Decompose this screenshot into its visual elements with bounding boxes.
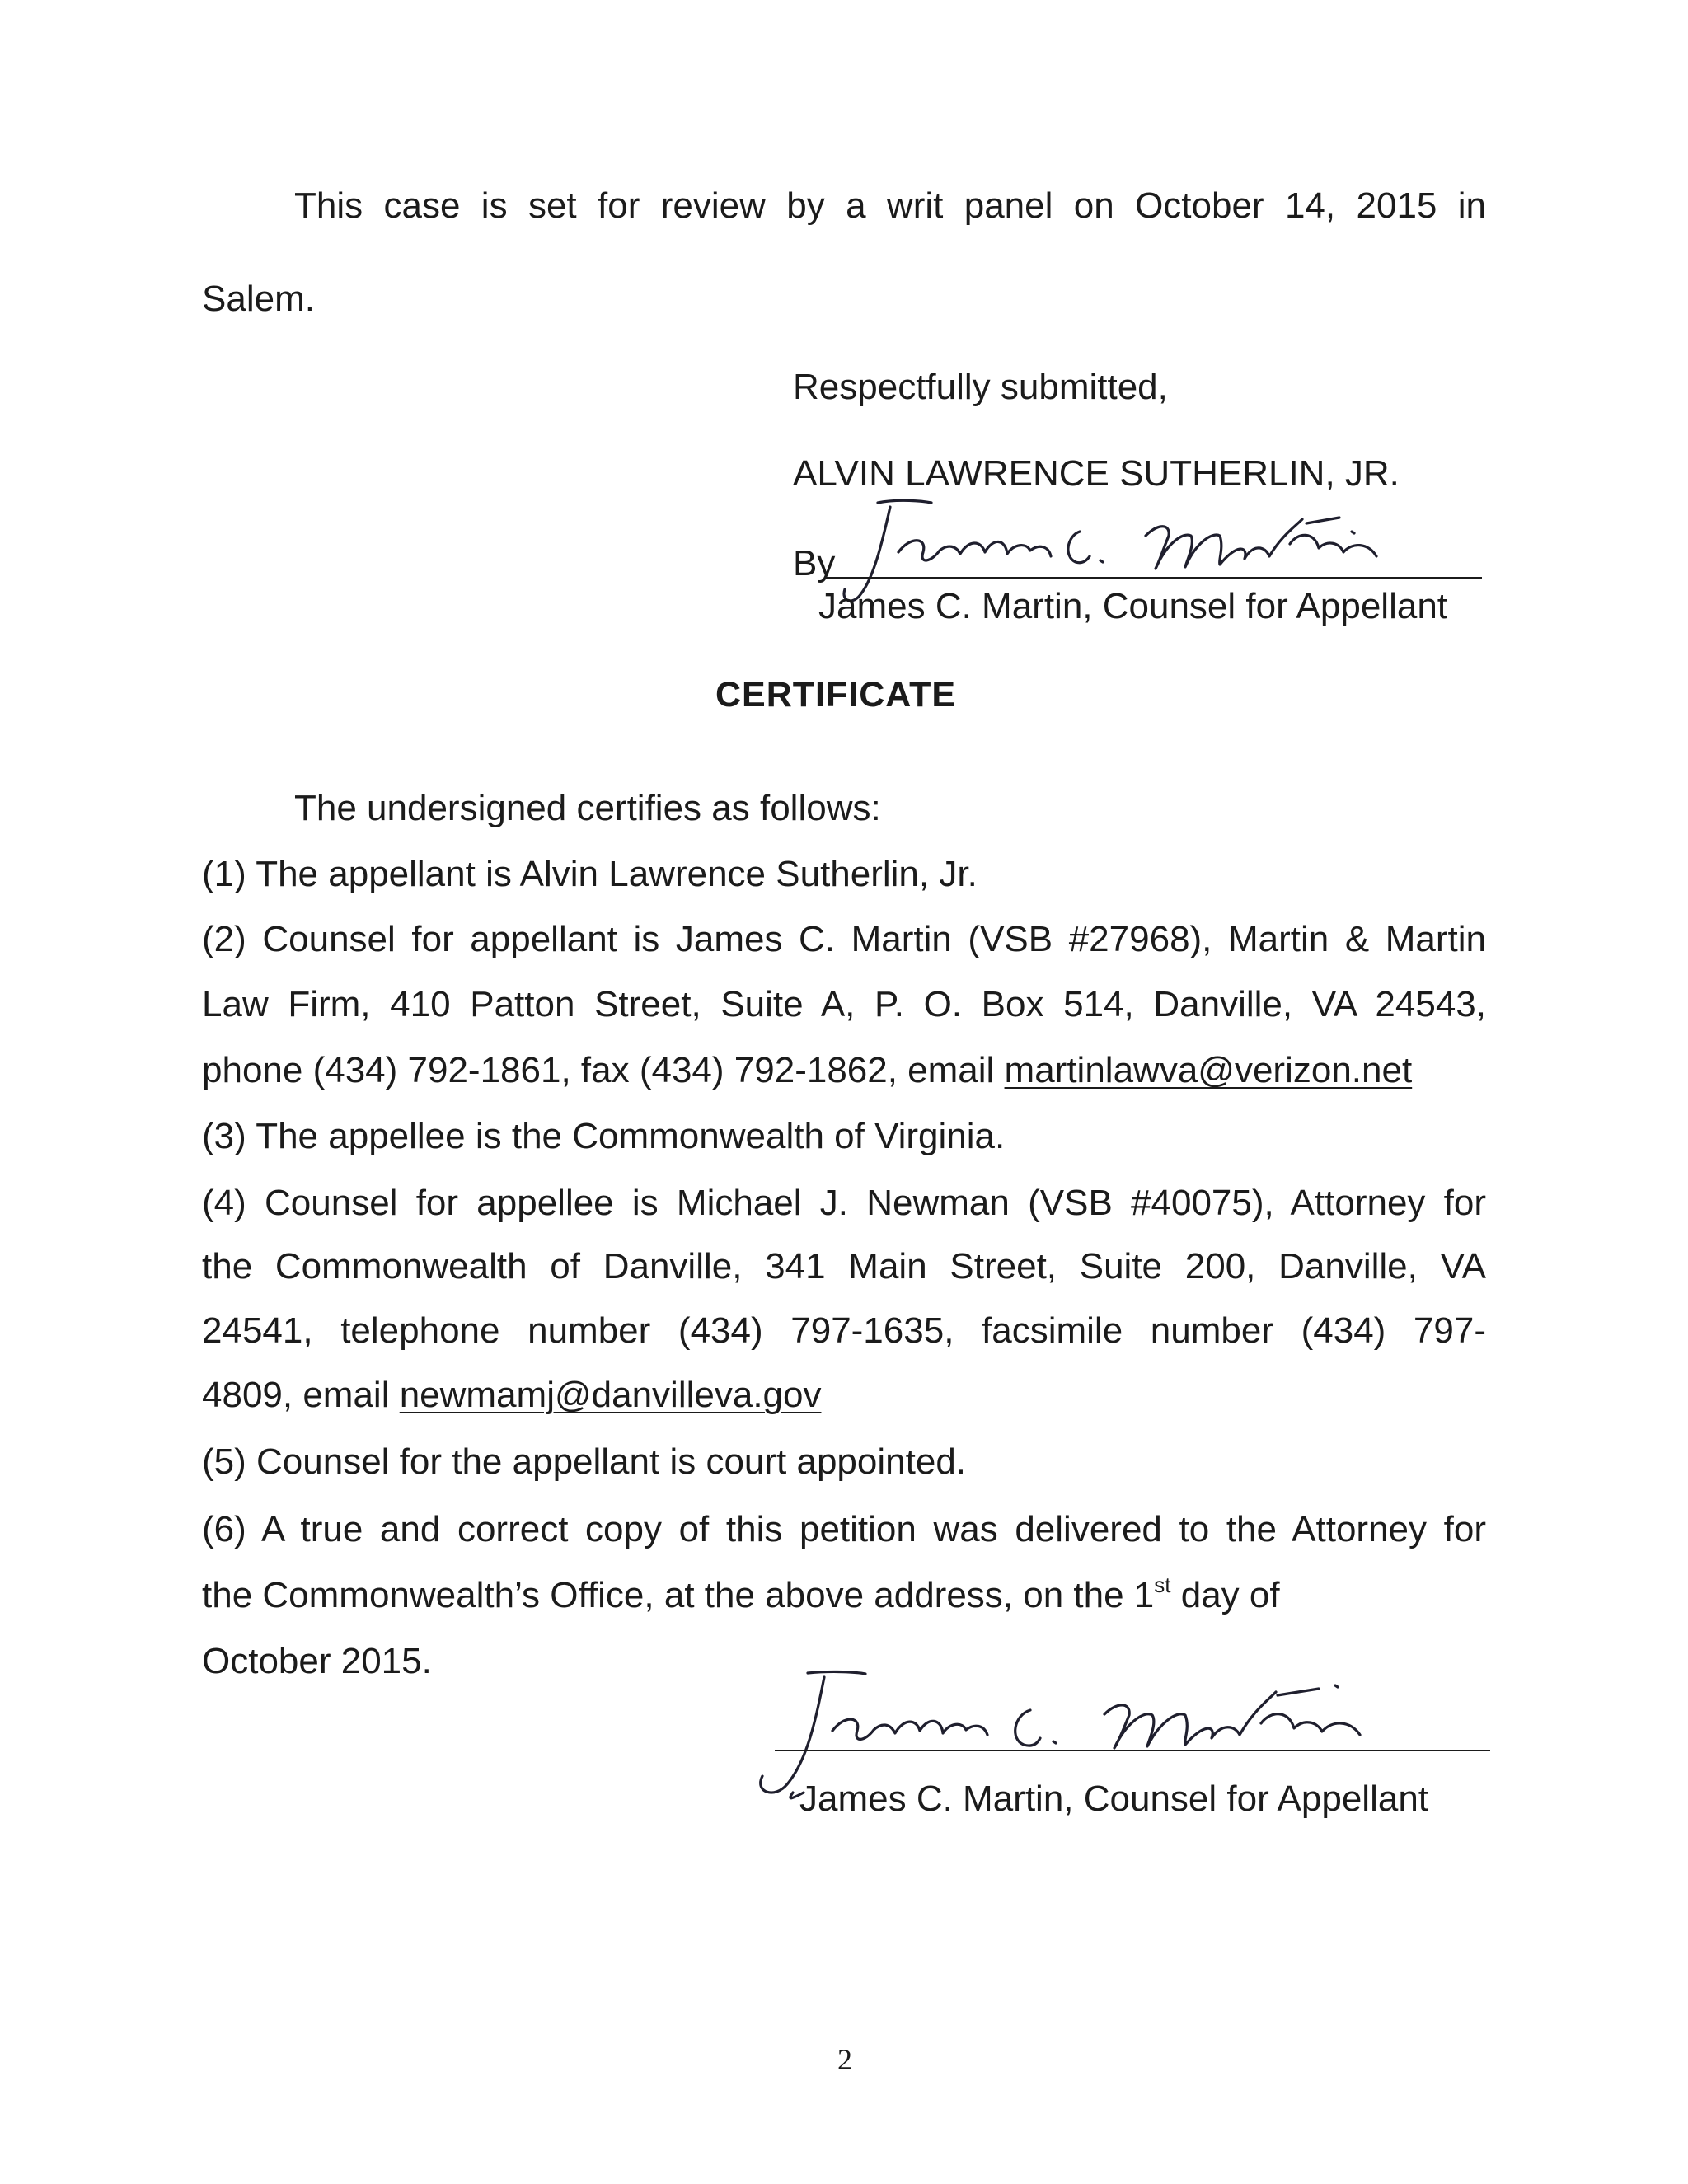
certificate-item-5: (5) Counsel for the appellant is court appointed. — [202, 1441, 967, 1482]
signature-line-2 — [775, 1750, 1490, 1751]
by-label: By — [793, 543, 836, 583]
signer-name-2: James C. Martin, Counsel for Appellant — [799, 1779, 1429, 1819]
certificate-item-2-line-1: (2) Counsel for appellant is James C. Martin (VSB #27968), Martin & Martin — [202, 919, 1486, 959]
certificate-item-4-line-4 — [202, 1374, 821, 1417]
certificate-item-6-line-1: (6) A true and correct copy of this petition was delivered to the Attorney for — [202, 1509, 1486, 1549]
item-4-line-4-text: 4809, email — [202, 1375, 400, 1415]
certificate-item-6-line-3: October 2015. — [202, 1641, 432, 1681]
item-6-line-2-text: the Commonwealth’s Office, at the above address, on the 1 — [202, 1575, 1155, 1615]
signer-name-1: James C. Martin, Counsel for Appellant — [818, 586, 1448, 626]
certificate-heading: CERTIFICATE — [715, 675, 957, 715]
certificate-intro: The undersigned certifies as follows: — [294, 788, 881, 828]
intro-line-2: Salem. — [202, 279, 315, 319]
intro-line-1: This case is set for review by a writ panel on October 14, 2015 in — [294, 185, 1486, 226]
signature-line-1 — [824, 577, 1482, 579]
certificate-item-4-line-2: the Commonwealth of Danville, 341 Main Street, Suite 200, Danville, VA — [202, 1246, 1486, 1286]
certificate-item-2-line-2: Law Firm, 410 Patton Street, Suite A, P. O. Box 514, Danville, VA 24543, — [202, 984, 1486, 1024]
page-number: 2 — [837, 2043, 852, 2076]
appellant-name: ALVIN LAWRENCE SUTHERLIN, JR. — [793, 453, 1400, 494]
appellee-counsel-email-link[interactable]: newmamj@danvilleva.gov — [399, 1375, 822, 1415]
appellant-counsel-email-link[interactable]: martinlawva@verizon.net — [1004, 1050, 1413, 1090]
certificate-item-2-line-3 — [202, 1049, 1412, 1092]
certificate-item-1: (1) The appellant is Alvin Lawrence Sutherlin, Jr. — [202, 854, 978, 894]
item-2-line-3-text: phone (434) 792-1861, fax (434) 792-1862, email — [202, 1050, 1005, 1090]
item-6-line-2-end: day of — [1170, 1575, 1280, 1615]
closing-text: Respectfully submitted, — [793, 367, 1168, 407]
certificate-item-4-line-3: 24541, telephone number (434) 797-1635, facsimile number (434) 797- — [202, 1310, 1486, 1351]
certificate-item-3: (3) The appellee is the Commonwealth of Virginia. — [202, 1116, 1006, 1156]
ordinal-suffix: st — [1154, 1572, 1171, 1597]
certificate-item-4-line-1: (4) Counsel for appellee is Michael J. Newman (VSB #40075), Attorney for — [202, 1183, 1486, 1223]
certificate-item-6-line-2 — [202, 1574, 1486, 1617]
